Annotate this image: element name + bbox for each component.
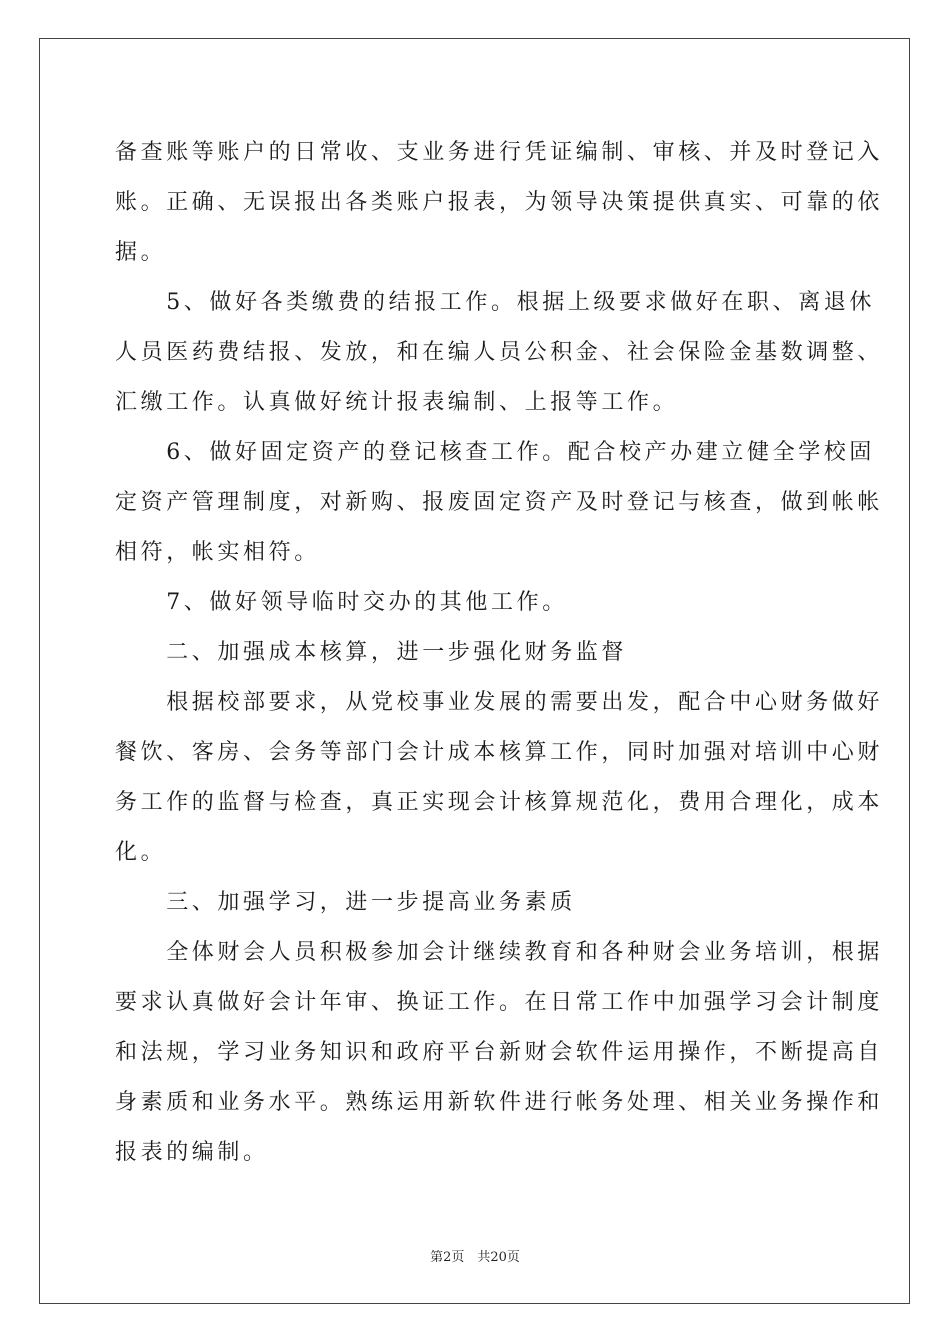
text-line: 餐饮、客房、会务等部门会计成本核算工作，同时加强对培训中心财 [115, 740, 884, 765]
text-line: 定资产管理制度，对新购、报废固定资产及时登记与核查，做到帐帐 [115, 490, 884, 515]
text-line: 务工作的监督与检查，真正实现会计核算规范化，费用合理化，成本 [115, 790, 884, 815]
text-line: 7、做好领导临时交办的其他工作。 [115, 590, 568, 615]
page-number: 第2页 共20页 [430, 1250, 520, 1265]
text-line: 6、做好固定资产的登记核查工作。配合校产办建立健全学校固 [115, 440, 875, 465]
text-line: 身素质和业务水平。熟练运用新软件进行帐务处理、相关业务操作和 [115, 1090, 884, 1115]
text-line: 人员医药费结报、发放，和在编人员公积金、社会保险金基数调整、 [115, 340, 884, 365]
text-line: 报表的编制。 [115, 1140, 269, 1165]
text-line: 相符，帐实相符。 [115, 540, 320, 565]
text-line: 要求认真做好会计年审、换证工作。在日常工作中加强学习会计制度 [115, 990, 884, 1015]
text-line: 和法规，学习业务知识和政府平台新财会软件运用操作，不断提高自 [115, 1040, 884, 1065]
section-heading: 二、加强成本核算，进一步强化财务监督 [115, 640, 628, 665]
page-footer [0, 1246, 950, 1265]
text-line: 账。正确、无误报出各类账户报表，为领导决策提供真实、可靠的依 [115, 190, 884, 215]
section-heading: 三、加强学习，进一步提高业务素质 [115, 890, 576, 915]
text-line: 汇缴工作。认真做好统计报表编制、上报等工作。 [115, 390, 679, 415]
text-line: 备查账等账户的日常收、支业务进行凭证编制、审核、并及时登记入 [115, 140, 884, 165]
text-line: 据。 [115, 240, 167, 265]
text-line: 根据校部要求，从党校事业发展的需要出发，配合中心财务做好 [115, 690, 884, 715]
text-line: 5、做好各类缴费的结报工作。根据上级要求做好在职、离退休 [115, 290, 875, 315]
text-line: 全体财会人员积极参加会计继续教育和各种财会业务培训，根据 [115, 940, 884, 965]
document-body [115, 128, 884, 1178]
text-line: 化。 [115, 840, 167, 865]
